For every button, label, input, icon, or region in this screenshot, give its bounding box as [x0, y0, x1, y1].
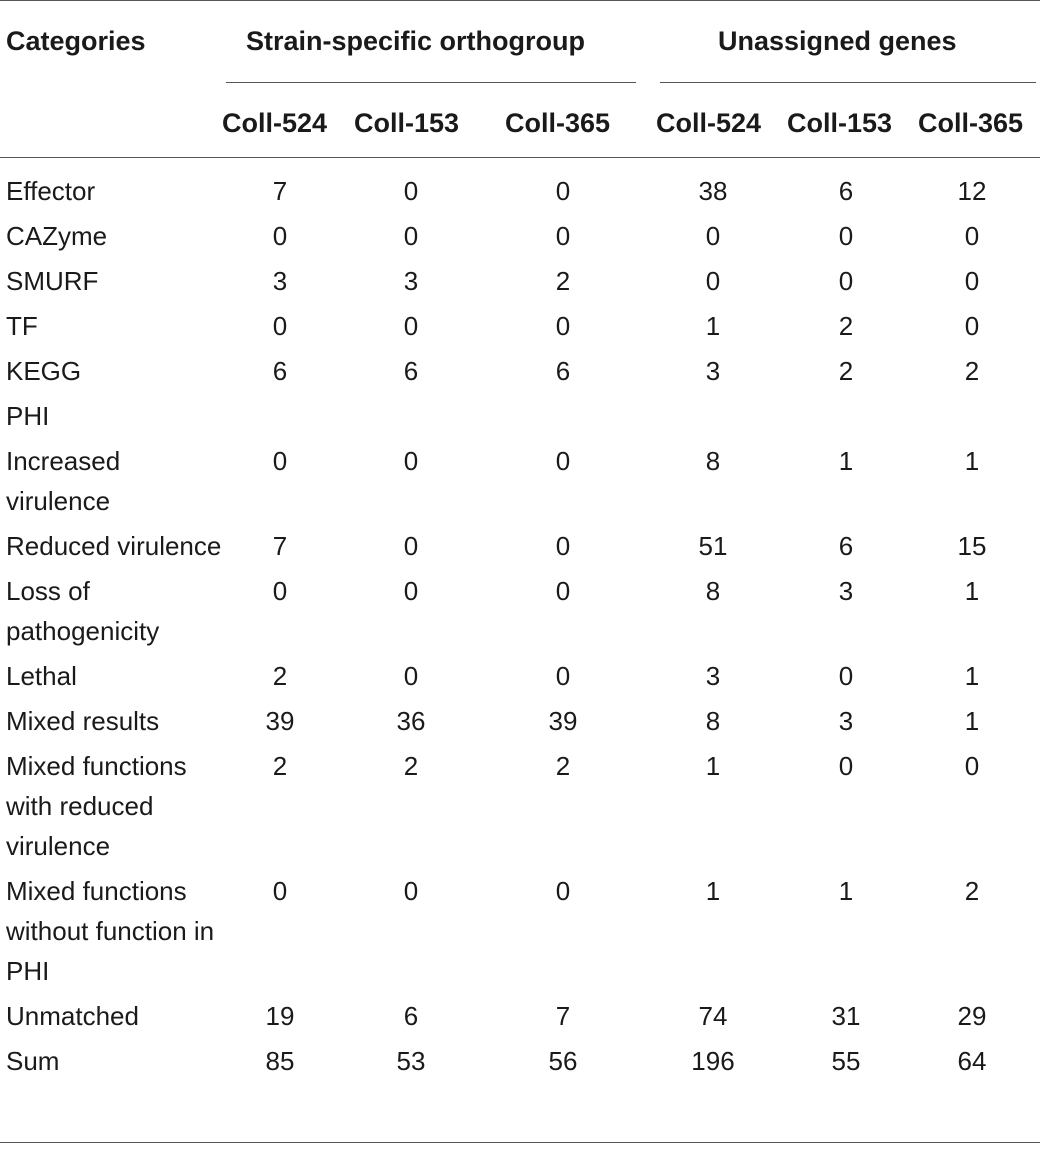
value-cell: 0 — [555, 661, 571, 691]
value-cell: 29 — [957, 1001, 987, 1031]
value-cell: 0 — [964, 751, 980, 781]
category-cell: TF — [6, 311, 38, 341]
table-row — [0, 171, 1040, 216]
value-cell: 0 — [838, 661, 854, 691]
value-cell: 55 — [831, 1046, 861, 1076]
column-header: Coll-153 — [354, 108, 460, 138]
value-cell: 0 — [705, 266, 721, 296]
category-cell: Mixed functions without function in PHI — [6, 876, 215, 986]
data-table — [0, 171, 1040, 1086]
category-cell: Sum — [6, 1046, 60, 1076]
value-cell — [638, 396, 788, 441]
value-cell: 0 — [555, 221, 571, 251]
category-cell: Mixed results — [6, 706, 160, 736]
value-cell: 0 — [403, 311, 419, 341]
table-row — [0, 996, 1040, 1041]
value-cell: 1 — [705, 876, 721, 906]
value-cell: 3 — [838, 706, 854, 736]
value-cell: 7 — [555, 1001, 571, 1031]
category-cell: KEGG — [6, 356, 82, 386]
value-cell: 0 — [838, 221, 854, 251]
value-cell: 39 — [548, 706, 578, 736]
value-cell: 2 — [272, 751, 288, 781]
value-cell: 3 — [705, 661, 721, 691]
category-cell: Loss of pathogenicity — [6, 576, 160, 646]
value-cell: 6 — [403, 1001, 419, 1031]
table-row — [0, 306, 1040, 351]
column-header: Coll-365 — [918, 108, 1024, 138]
value-cell: 36 — [396, 706, 426, 736]
value-cell: 0 — [838, 751, 854, 781]
value-cell: 0 — [555, 446, 571, 476]
table-row — [0, 216, 1040, 261]
value-cell: 39 — [265, 706, 295, 736]
value-cell: 1 — [838, 446, 854, 476]
category-cell: Effector — [6, 176, 96, 206]
value-cell: 12 — [957, 176, 987, 206]
value-cell: 2 — [272, 661, 288, 691]
value-cell: 6 — [403, 356, 419, 386]
value-cell: 3 — [403, 266, 419, 296]
value-cell: 0 — [964, 266, 980, 296]
table-row — [0, 571, 1040, 656]
value-cell — [904, 396, 1040, 441]
value-cell: 2 — [964, 356, 980, 386]
table-row — [0, 526, 1040, 571]
value-cell: 51 — [698, 531, 728, 561]
category-cell: SMURF — [6, 266, 99, 296]
value-cell: 2 — [838, 311, 854, 341]
value-cell: 64 — [957, 1046, 987, 1076]
category-cell: Increased virulence — [6, 446, 121, 516]
value-cell: 0 — [272, 221, 288, 251]
value-cell — [334, 396, 488, 441]
value-cell: 8 — [705, 706, 721, 736]
value-cell: 6 — [838, 176, 854, 206]
table-row — [0, 351, 1040, 396]
value-cell: 31 — [831, 1001, 861, 1031]
value-cell: 0 — [555, 876, 571, 906]
category-cell: PHI — [6, 401, 50, 431]
category-cell: Lethal — [6, 661, 77, 691]
value-cell: 7 — [272, 176, 288, 206]
value-cell: 6 — [272, 356, 288, 386]
value-cell: 0 — [272, 446, 288, 476]
value-cell: 1 — [964, 576, 980, 606]
value-cell: 6 — [838, 531, 854, 561]
value-cell: 0 — [403, 661, 419, 691]
column-header: Coll-524 — [222, 108, 328, 138]
value-cell — [788, 396, 904, 441]
categories-header: Categories — [6, 26, 146, 56]
value-cell: 0 — [838, 266, 854, 296]
table-row — [0, 701, 1040, 746]
value-cell: 8 — [705, 446, 721, 476]
value-cell: 85 — [265, 1046, 295, 1076]
column-header: Coll-524 — [656, 108, 762, 138]
value-cell: 0 — [403, 221, 419, 251]
value-cell: 15 — [957, 531, 987, 561]
table-row — [0, 746, 1040, 871]
value-cell: 2 — [555, 266, 571, 296]
value-cell: 3 — [272, 266, 288, 296]
value-cell: 1 — [964, 661, 980, 691]
value-cell: 38 — [698, 176, 728, 206]
value-cell: 19 — [265, 1001, 295, 1031]
value-cell: 7 — [272, 531, 288, 561]
value-cell: 56 — [548, 1046, 578, 1076]
bottom-rule — [0, 1142, 1040, 1143]
top-rule — [0, 0, 1040, 1]
value-cell: 3 — [705, 356, 721, 386]
value-cell: 196 — [691, 1046, 735, 1076]
category-cell: Unmatched — [6, 1001, 139, 1031]
value-cell: 1 — [838, 876, 854, 906]
value-cell: 1 — [964, 706, 980, 736]
value-cell: 0 — [403, 446, 419, 476]
value-cell: 1 — [964, 446, 980, 476]
value-cell: 0 — [403, 176, 419, 206]
value-cell: 0 — [964, 221, 980, 251]
value-cell: 0 — [555, 576, 571, 606]
group1-underline — [226, 82, 636, 83]
value-cell: 0 — [272, 576, 288, 606]
value-cell: 2 — [555, 751, 571, 781]
column-header: Coll-365 — [505, 108, 611, 138]
value-cell: 0 — [272, 311, 288, 341]
table-row — [0, 871, 1040, 996]
category-cell: Reduced virulence — [6, 531, 222, 561]
value-cell: 2 — [403, 751, 419, 781]
value-cell: 6 — [555, 356, 571, 386]
value-cell: 0 — [272, 876, 288, 906]
value-cell — [488, 396, 638, 441]
unassigned-genes-header: Unassigned genes — [718, 26, 957, 56]
category-cell: Mixed functions with reduced virulence — [6, 751, 187, 861]
value-cell: 0 — [555, 311, 571, 341]
value-cell: 3 — [838, 576, 854, 606]
value-cell: 2 — [964, 876, 980, 906]
value-cell: 0 — [555, 176, 571, 206]
value-cell: 74 — [698, 1001, 728, 1031]
value-cell: 0 — [964, 311, 980, 341]
value-cell: 2 — [838, 356, 854, 386]
table-row — [0, 1041, 1040, 1086]
group2-underline — [660, 82, 1036, 83]
value-cell: 0 — [403, 531, 419, 561]
value-cell: 1 — [705, 751, 721, 781]
value-cell: 0 — [403, 876, 419, 906]
value-cell: 0 — [705, 221, 721, 251]
header-rule — [0, 157, 1040, 158]
value-cell: 53 — [396, 1046, 426, 1076]
value-cell: 1 — [705, 311, 721, 341]
value-cell — [226, 396, 334, 441]
table-row — [0, 396, 1040, 441]
column-header: Coll-153 — [787, 108, 893, 138]
strain-specific-orthogroup-header: Strain-specific orthogroup — [246, 26, 586, 56]
value-cell: 8 — [705, 576, 721, 606]
category-cell: CAZyme — [6, 221, 108, 251]
table-row — [0, 656, 1040, 701]
table-row — [0, 261, 1040, 306]
value-cell: 0 — [555, 531, 571, 561]
table-row — [0, 441, 1040, 526]
value-cell: 0 — [403, 576, 419, 606]
